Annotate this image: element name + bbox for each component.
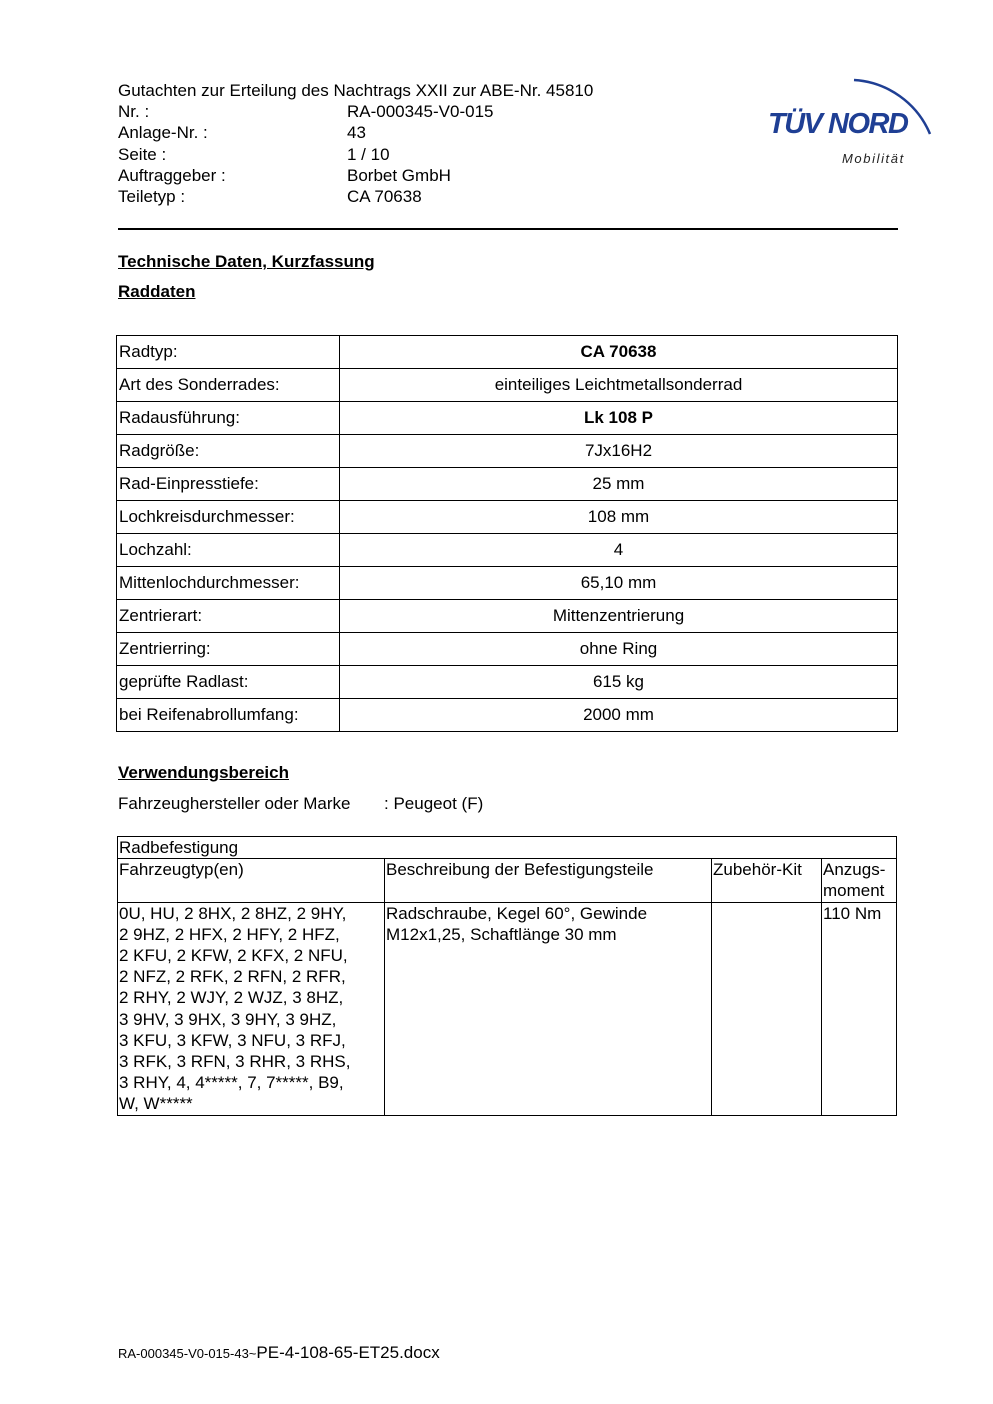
vehicle-types-line: W, W***** [119,1094,193,1114]
vehicle-types-line: 3 KFU, 3 KFW, 3 NFU, 3 RFJ, [119,1030,346,1050]
fastener-description-line: Radschraube, Kegel 60°, Gewinde [386,903,648,923]
raddaten-label: Rad-Einpresstiefe: [117,468,340,501]
header-field-seite [118,144,593,165]
document-header [118,80,593,207]
header-label: Auftraggeber : [118,165,226,185]
fastener-description-line: M12x1,25, Schaftlänge 30 mm [386,924,617,944]
raddaten-label: Zentrierring: [117,633,340,666]
raddaten-label: bei Reifenabrollumfang: [117,699,340,732]
section-title-raddaten: Raddaten [118,282,196,301]
table-title-row [118,837,897,859]
raddaten-label: Radausführung: [117,402,340,435]
page-footer [118,1343,440,1363]
raddaten-label: Mittenlochdurchmesser: [117,567,340,600]
header-value: CA 70638 [347,187,422,207]
befestigung-title: Radbefestigung [118,837,897,859]
header-field-nr [118,101,593,122]
raddaten-value: 2000 mm [340,699,898,732]
header-divider [118,228,898,230]
table-row [117,402,898,435]
column-header-types: Fahrzeugtyp(en) [118,859,385,902]
tuv-nord-logo [762,56,942,170]
accessory-kit-cell [712,902,822,1115]
section-title-tech: Technische Daten, Kurzfassung [118,252,375,271]
vehicle-types-line: 3 9HV, 3 9HX, 3 9HY, 3 9HZ, [119,1009,337,1029]
fastener-description-cell [385,902,712,1115]
logo-subtitle: Mobilität [842,151,905,166]
table-row [117,369,898,402]
radbefestigung-table [117,836,897,1116]
table-row [117,336,898,369]
raddaten-label: Radtyp: [117,336,340,369]
raddaten-value: 615 kg [340,666,898,699]
vehicle-types-line: 3 RHY, 4, 4*****, 7, 7*****, B9, [119,1073,344,1093]
footer-reference: RA-000345-V0-015-43~ [118,1346,257,1361]
column-header-desc: Beschreibung der Befestigungsteile [385,859,712,902]
vehicle-types-line: 3 RFK, 3 RFN, 3 RHR, 3 RHS, [119,1052,351,1072]
header-title: Gutachten zur Erteilung des Nachtrags XXII zur ABE-Nr. 45810 [118,81,594,100]
vehicle-manufacturer-line [118,794,483,814]
vehicle-types-line: 0U, HU, 2 8HX, 2 8HZ, 2 9HY, [119,903,347,923]
table-row [117,666,898,699]
torque-cell: 110 Nm [822,902,897,1115]
raddaten-value: 7Jx16H2 [340,435,898,468]
section-title-verwendung: Verwendungsbereich [118,763,289,782]
table-row [117,501,898,534]
raddaten-label: Radgröße: [117,435,340,468]
table-row [117,567,898,600]
raddaten-label: Lochzahl: [117,534,340,567]
raddaten-value: 108 mm [340,501,898,534]
table-header-row [118,859,897,902]
table-row [117,468,898,501]
header-label: Teiletyp : [118,187,186,207]
header-field-anlage [118,122,593,143]
vehicle-types-line: 2 NFZ, 2 RFK, 2 RFN, 2 RFR, [119,967,346,987]
torque-header-line: moment [823,881,885,901]
table-row [117,699,898,732]
raddaten-value: 25 mm [340,468,898,501]
table-row [117,633,898,666]
raddaten-label: geprüfte Radlast: [117,666,340,699]
column-header-torque [822,859,897,902]
raddaten-value: 65,10 mm [340,567,898,600]
table-row [117,600,898,633]
vehicle-value: Peugeot (F) [393,794,484,813]
vehicle-types-line: 2 RHY, 2 WJY, 2 WJZ, 3 8HZ, [119,988,344,1008]
vehicle-types-line: 2 9HZ, 2 HFX, 2 HFY, 2 HFZ, [119,924,340,944]
raddaten-value: Lk 108 P [340,402,898,435]
table-row [117,435,898,468]
raddaten-value: 4 [340,534,898,567]
footer-filename: PE-4-108-65-ET25.docx [256,1343,440,1362]
header-label: Nr. : [118,102,150,122]
table-row [118,902,897,1115]
raddaten-label: Art des Sonderrades: [117,369,340,402]
header-value: RA-000345-V0-015 [347,102,494,122]
header-value: 43 [347,123,366,143]
vehicle-types-cell [118,902,385,1115]
raddaten-label: Lochkreisdurchmesser: [117,501,340,534]
logo-brand: TÜV NORD [768,108,908,140]
raddaten-value: CA 70638 [340,336,898,369]
column-header-kit: Zubehör-Kit [712,859,822,902]
table-row [117,534,898,567]
header-value: 1 / 10 [347,144,390,164]
header-label: Seite : [118,144,167,164]
header-value: Borbet GmbH [347,165,451,185]
torque-header-line: Anzugs- [823,860,886,880]
vehicle-separator: : [384,794,389,813]
raddaten-label: Zentrierart: [117,600,340,633]
header-field-auftraggeber [118,165,593,186]
vehicle-label: Fahrzeughersteller oder Marke [118,794,351,813]
raddaten-value: Mittenzentrierung [340,600,898,633]
header-label: Anlage-Nr. : [118,123,208,143]
vehicle-types-line: 2 KFU, 2 KFW, 2 KFX, 2 NFU, [119,946,348,966]
raddaten-value: ohne Ring [340,633,898,666]
header-field-teiletyp [118,186,593,207]
raddaten-value: einteiliges Leichtmetallsonderrad [340,369,898,402]
raddaten-table [116,335,898,732]
